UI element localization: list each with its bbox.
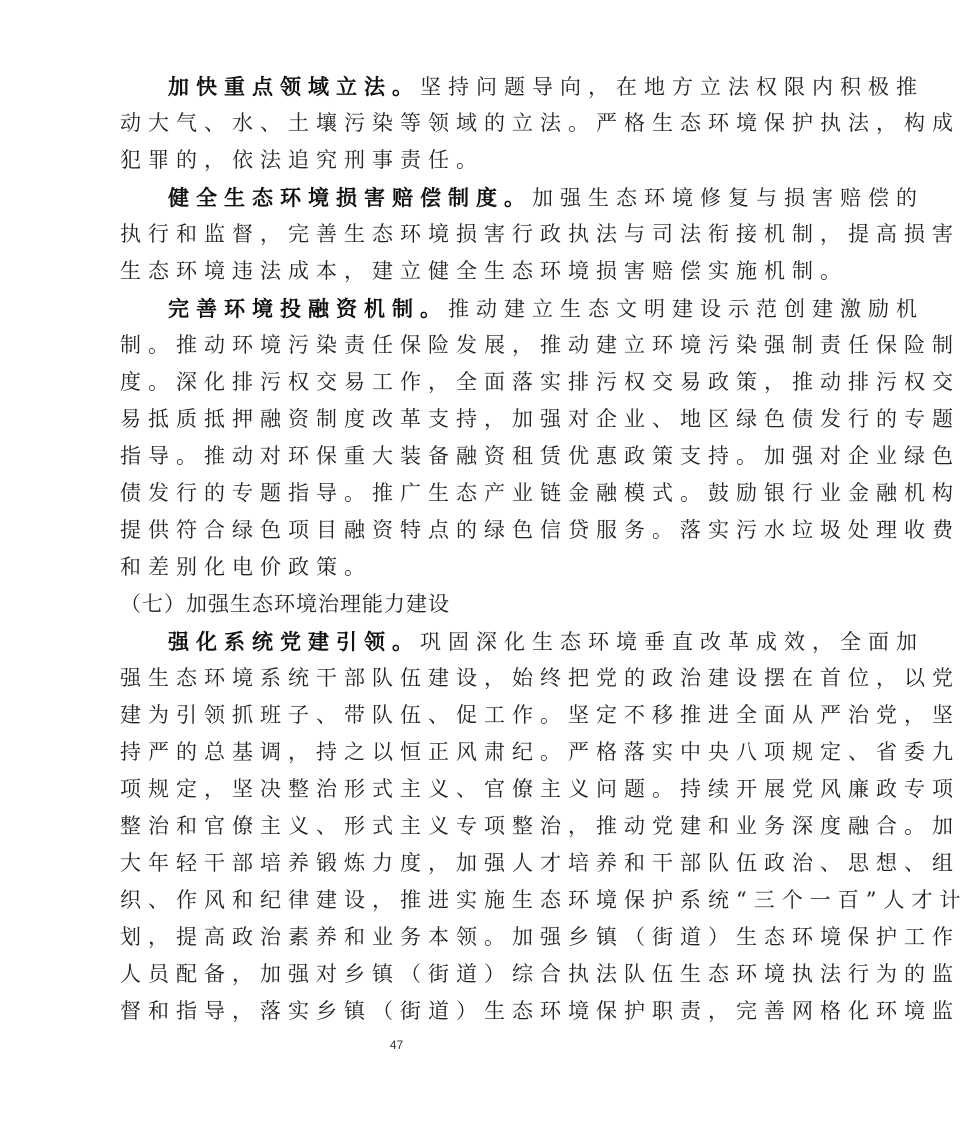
line-text: 推动建立生态文明建设示范创建激励机 <box>448 297 924 321</box>
paragraph-line: 易抵质抵押融资制度改革支持，加强对企业、地区绿色债发行的专题 <box>120 407 960 431</box>
paragraph-line: 犯罪的，依法追究刑事责任。 <box>120 148 484 172</box>
paragraph-line: 持严的总基调，持之以恒正风肃纪。严格落实中央八项规定、省委九 <box>120 740 960 764</box>
body-text <box>120 68 967 1030</box>
paragraph-line: 项规定，坚决整治形式主义、官僚主义问题。持续开展党风廉政专项 <box>120 777 960 801</box>
paragraph-lead: 加快重点领域立法。 <box>168 74 420 99</box>
paragraph-lead: 强化系统党建引领。 <box>168 629 420 654</box>
paragraph-lead: 健全生态环境损害赔偿制度。 <box>168 185 532 210</box>
paragraph-line: 织、作风和纪律建设，推进实施生态环境保护系统“三个一百”人才计 <box>120 888 967 912</box>
paragraph-line: 整治和官僚主义、形式主义专项整治，推动党建和业务深度融合。加 <box>120 814 960 838</box>
paragraph-line: 执行和监督，完善生态环境损害行政执法与司法衔接机制，提高损害 <box>120 222 960 246</box>
paragraph-line: 制。推动环境污染责任保险发展，推动建立环境污染强制责任保险制 <box>120 333 960 357</box>
paragraph-lead: 完善环境投融资机制。 <box>168 296 448 321</box>
line-text: 加强生态环境修复与损害赔偿的 <box>532 186 924 210</box>
paragraph-line: 大年轻干部培养锻炼力度，加强人才培养和干部队伍政治、思想、组 <box>120 851 960 875</box>
paragraph-line <box>120 623 924 660</box>
paragraph-line: 度。深化排污权交易工作，全面落实排污权交易政策，推动排污权交 <box>120 370 960 394</box>
section-heading: （七）加强生态环境治理能力建设 <box>120 592 450 616</box>
paragraph-line: 债发行的专题指导。推广生态产业链金融模式。鼓励银行业金融机构 <box>120 481 960 505</box>
paragraph-line: 和差别化电价政策。 <box>120 555 372 579</box>
page-number: 47 <box>389 1038 404 1052</box>
paragraph-line: 强生态环境系统干部队伍建设，始终把党的政治建设摆在首位，以党 <box>120 666 960 690</box>
line-text: 坚持问题导向，在地方立法权限内积极推 <box>420 75 924 99</box>
paragraph-line: 划，提高政治素养和业务本领。加强乡镇（街道）生态环境保护工作 <box>120 925 960 949</box>
paragraph-line: 动大气、水、土壤污染等领域的立法。严格生态环境保护执法，构成 <box>120 111 960 135</box>
paragraph-line <box>120 179 924 216</box>
paragraph-line: 督和指导，落实乡镇（街道）生态环境保护职责，完善网格化环境监 <box>120 999 960 1023</box>
paragraph-line: 指导。推动对环保重大装备融资租赁优惠政策支持。加强对企业绿色 <box>120 444 960 468</box>
paragraph-line <box>120 68 924 105</box>
paragraph-line: 生态环境违法成本，建立健全生态环境损害赔偿实施机制。 <box>120 259 848 283</box>
line-text: 巩固深化生态环境垂直改革成效，全面加 <box>420 630 924 654</box>
paragraph-line <box>120 290 924 327</box>
paragraph-line: 提供符合绿色项目融资特点的绿色信贷服务。落实污水垃圾处理收费 <box>120 518 960 542</box>
paragraph-line: 建为引领抓班子、带队伍、促工作。坚定不移推进全面从严治党，坚 <box>120 703 960 727</box>
paragraph-line: 人员配备，加强对乡镇（街道）综合执法队伍生态环境执法行为的监 <box>120 962 960 986</box>
